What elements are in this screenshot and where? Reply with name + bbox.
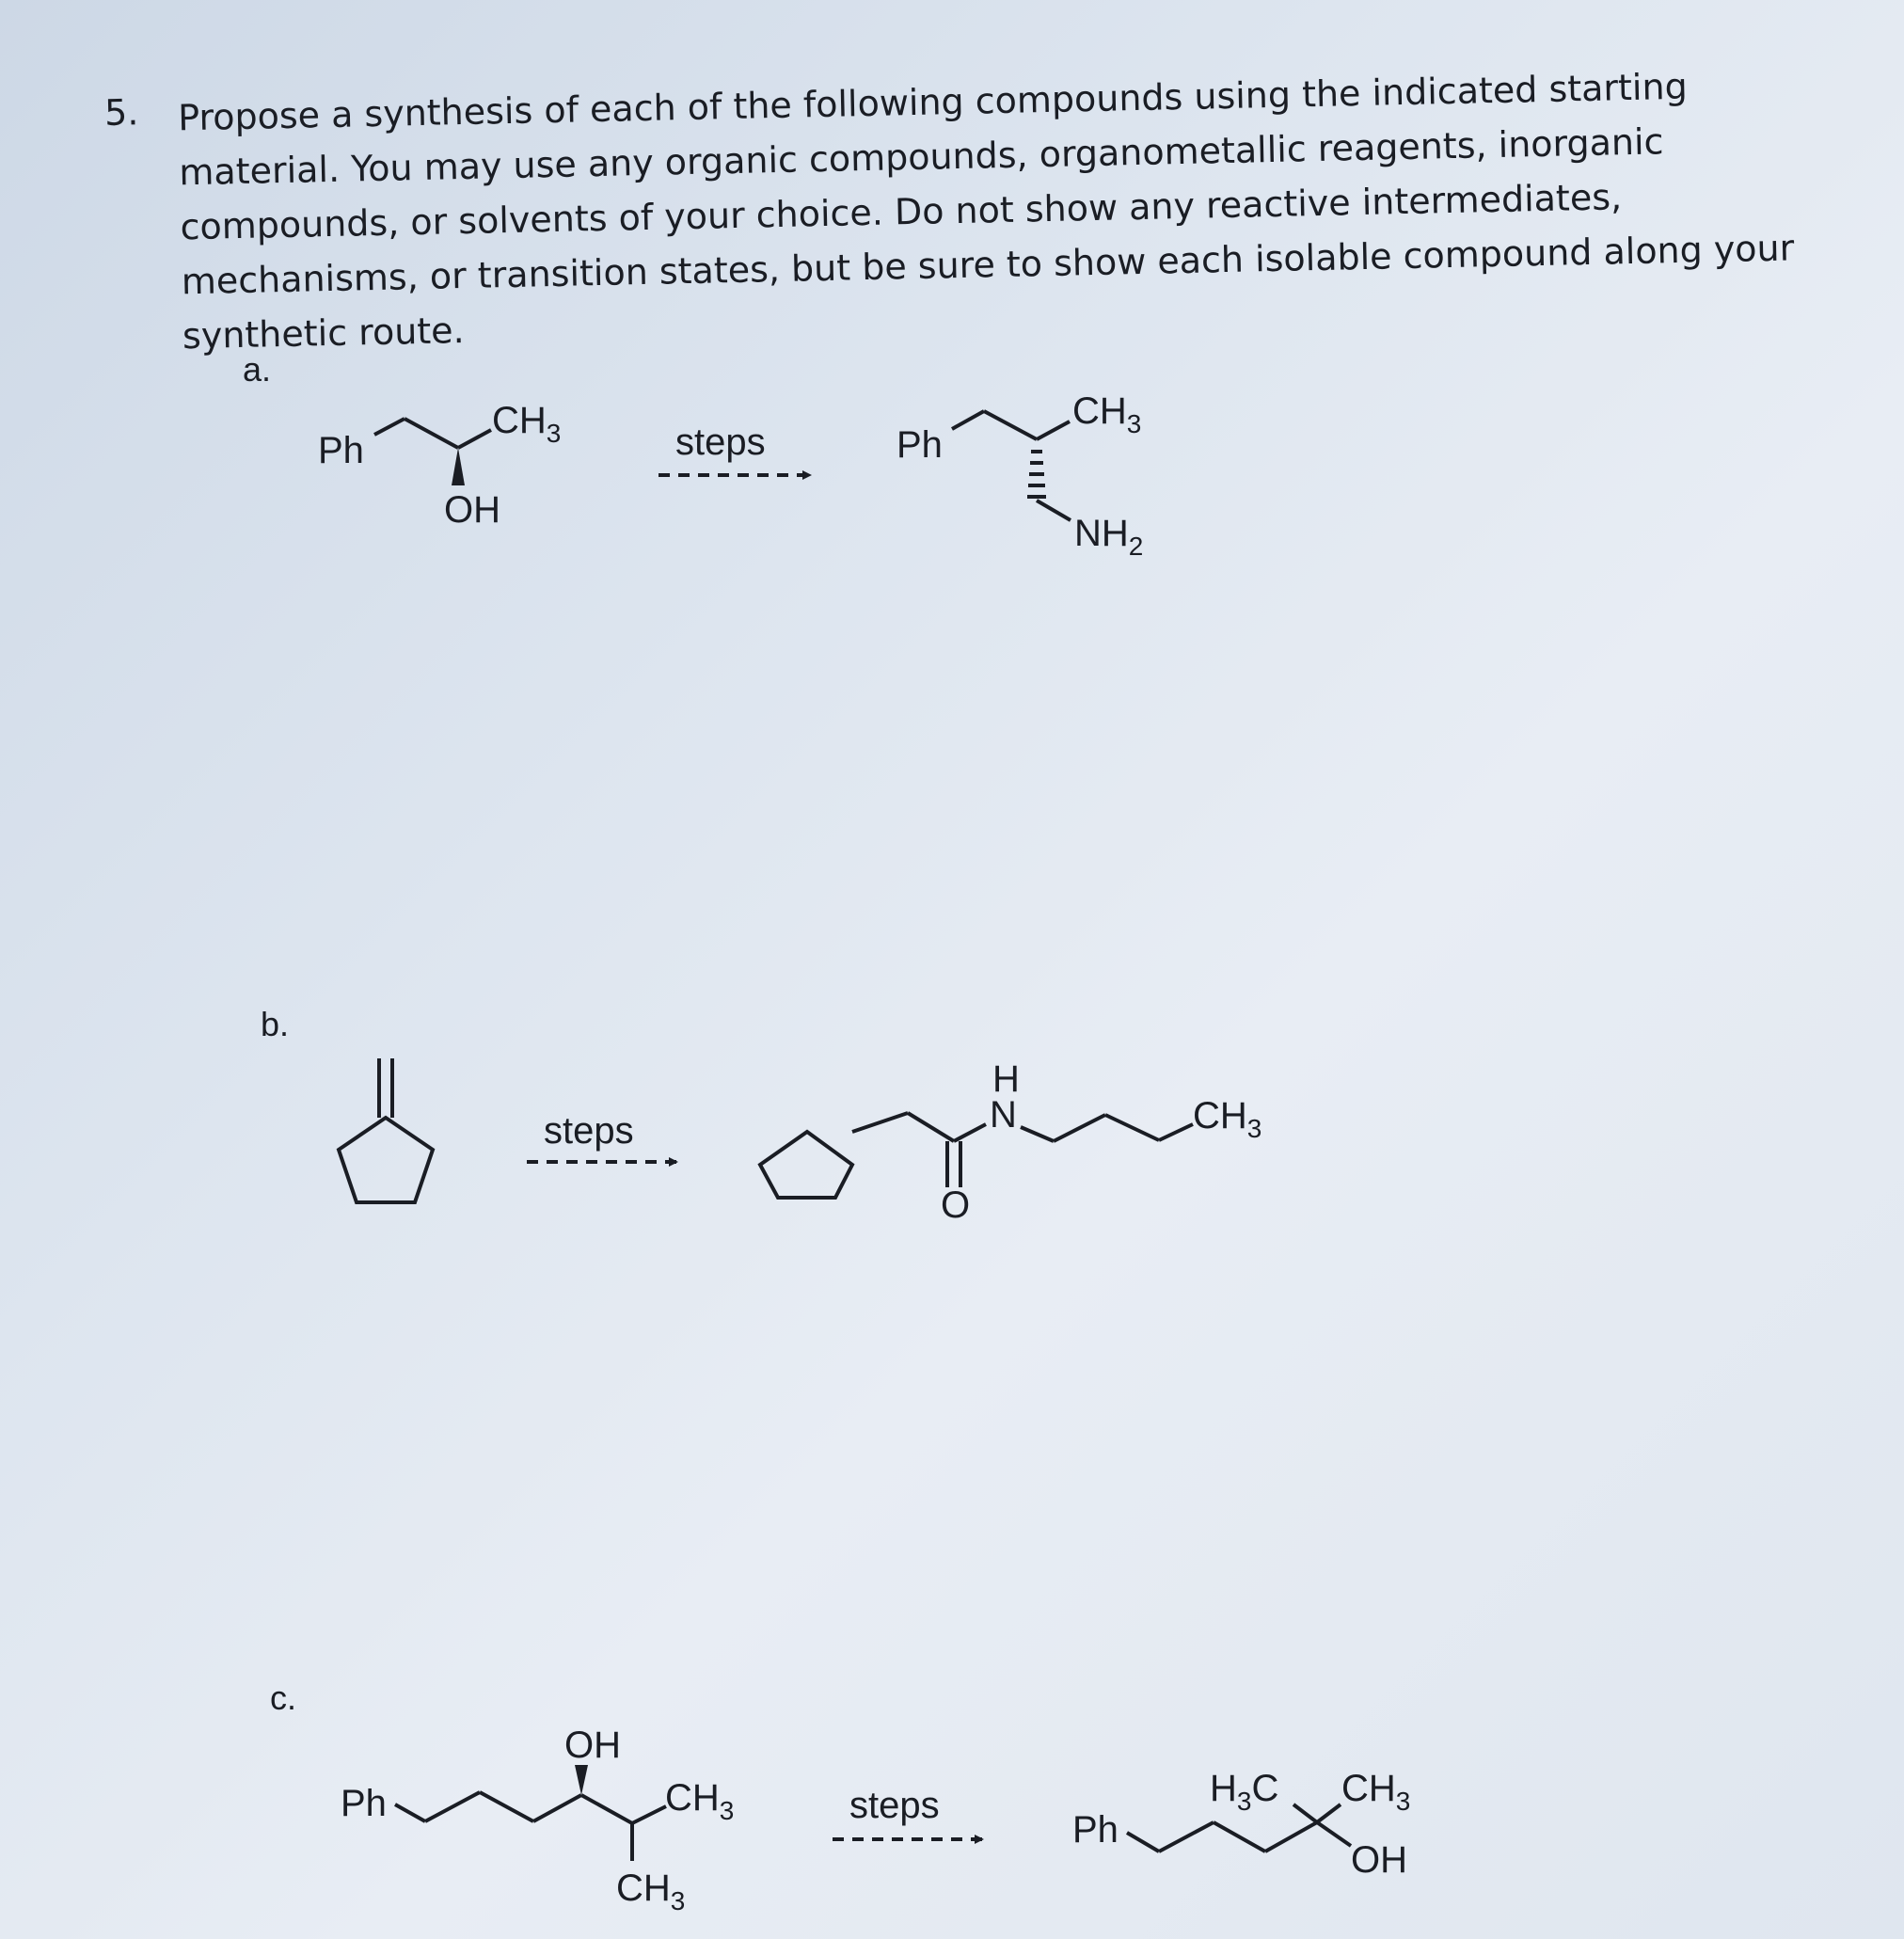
bond: [1265, 1822, 1317, 1852]
bond: [533, 1795, 581, 1821]
bond: [1021, 1127, 1054, 1141]
methyl-label: $CH_3$: [616, 1867, 686, 1915]
bond: [1214, 1822, 1265, 1852]
phenyl-label: Ph: [896, 424, 943, 466]
wedge-bond: [575, 1765, 588, 1795]
methyl-label: $CH_3$: [665, 1777, 735, 1825]
bond: [425, 1792, 480, 1821]
bond: [1317, 1804, 1341, 1822]
bond: [480, 1792, 533, 1821]
nitrogen-label: N: [990, 1094, 1017, 1136]
bond: [1105, 1115, 1159, 1140]
hydroxyl-label: OH: [564, 1724, 621, 1766]
bond: [852, 1113, 908, 1132]
hydrogen-label: H: [992, 1058, 1020, 1100]
bond: [1317, 1822, 1351, 1846]
part-b-starting-material: [339, 1058, 433, 1202]
part-a-starting-material: [318, 400, 561, 531]
bond: [395, 1804, 425, 1821]
bond: [405, 419, 458, 448]
part-a-product: [896, 390, 1143, 561]
methyl-label: $H_3C$: [1210, 1768, 1279, 1816]
hydroxyl-label: OH: [444, 489, 500, 531]
bond: [458, 430, 491, 448]
phenyl-label: Ph: [1072, 1809, 1119, 1851]
oxygen-label: O: [941, 1184, 971, 1226]
hashed-bond: [1027, 452, 1046, 497]
part-c-starting-material: [341, 1724, 734, 1915]
part-b-arrow-label: steps: [544, 1110, 634, 1152]
wedge-bond: [452, 448, 465, 485]
cyclopentane-ring: [760, 1132, 852, 1198]
phenyl-label: Ph: [318, 430, 364, 471]
bond: [1037, 501, 1071, 520]
bond: [984, 411, 1037, 439]
bond: [952, 411, 984, 429]
phenyl-label: Ph: [341, 1783, 387, 1824]
amino-label: $NH_2$: [1074, 513, 1144, 561]
bond: [954, 1124, 986, 1141]
bond: [1159, 1124, 1193, 1140]
bond: [1037, 421, 1070, 439]
part-a-arrow-label: steps: [675, 421, 766, 463]
part-c-arrow-label: steps: [849, 1785, 940, 1826]
bond: [908, 1113, 954, 1141]
bond: [581, 1795, 632, 1823]
cyclopentane-ring: [339, 1118, 433, 1202]
part-c-product: [1072, 1768, 1410, 1881]
bond: [632, 1806, 666, 1823]
bond: [1127, 1833, 1159, 1852]
part-c-label: c.: [270, 1678, 297, 1717]
question-text: Propose a synthesis of each of the following compounds using the indicated starting material. You may use any organic compounds, organometallic reagents, inorganic compounds, or solvents of your choice. Do not show any reactive intermediates, mechanisms, or transition states, but be sure to show each isolable compound along your synthetic route.: [177, 65, 1795, 358]
part-b-label: b.: [261, 1005, 290, 1043]
methyl-label: $CH_3$: [1193, 1095, 1262, 1143]
bond: [1054, 1115, 1105, 1141]
bond: [374, 419, 405, 435]
bond: [1159, 1822, 1214, 1852]
part-b-product: [760, 1058, 1261, 1226]
hydroxyl-label: OH: [1351, 1839, 1407, 1881]
part-a-label: a.: [243, 350, 272, 389]
methyl-label: $CH_3$: [492, 400, 562, 448]
bond: [1293, 1804, 1317, 1822]
methyl-label: $CH_3$: [1072, 390, 1142, 438]
methyl-label: $CH_3$: [1341, 1768, 1411, 1816]
question-number: 5.: [103, 91, 139, 134]
